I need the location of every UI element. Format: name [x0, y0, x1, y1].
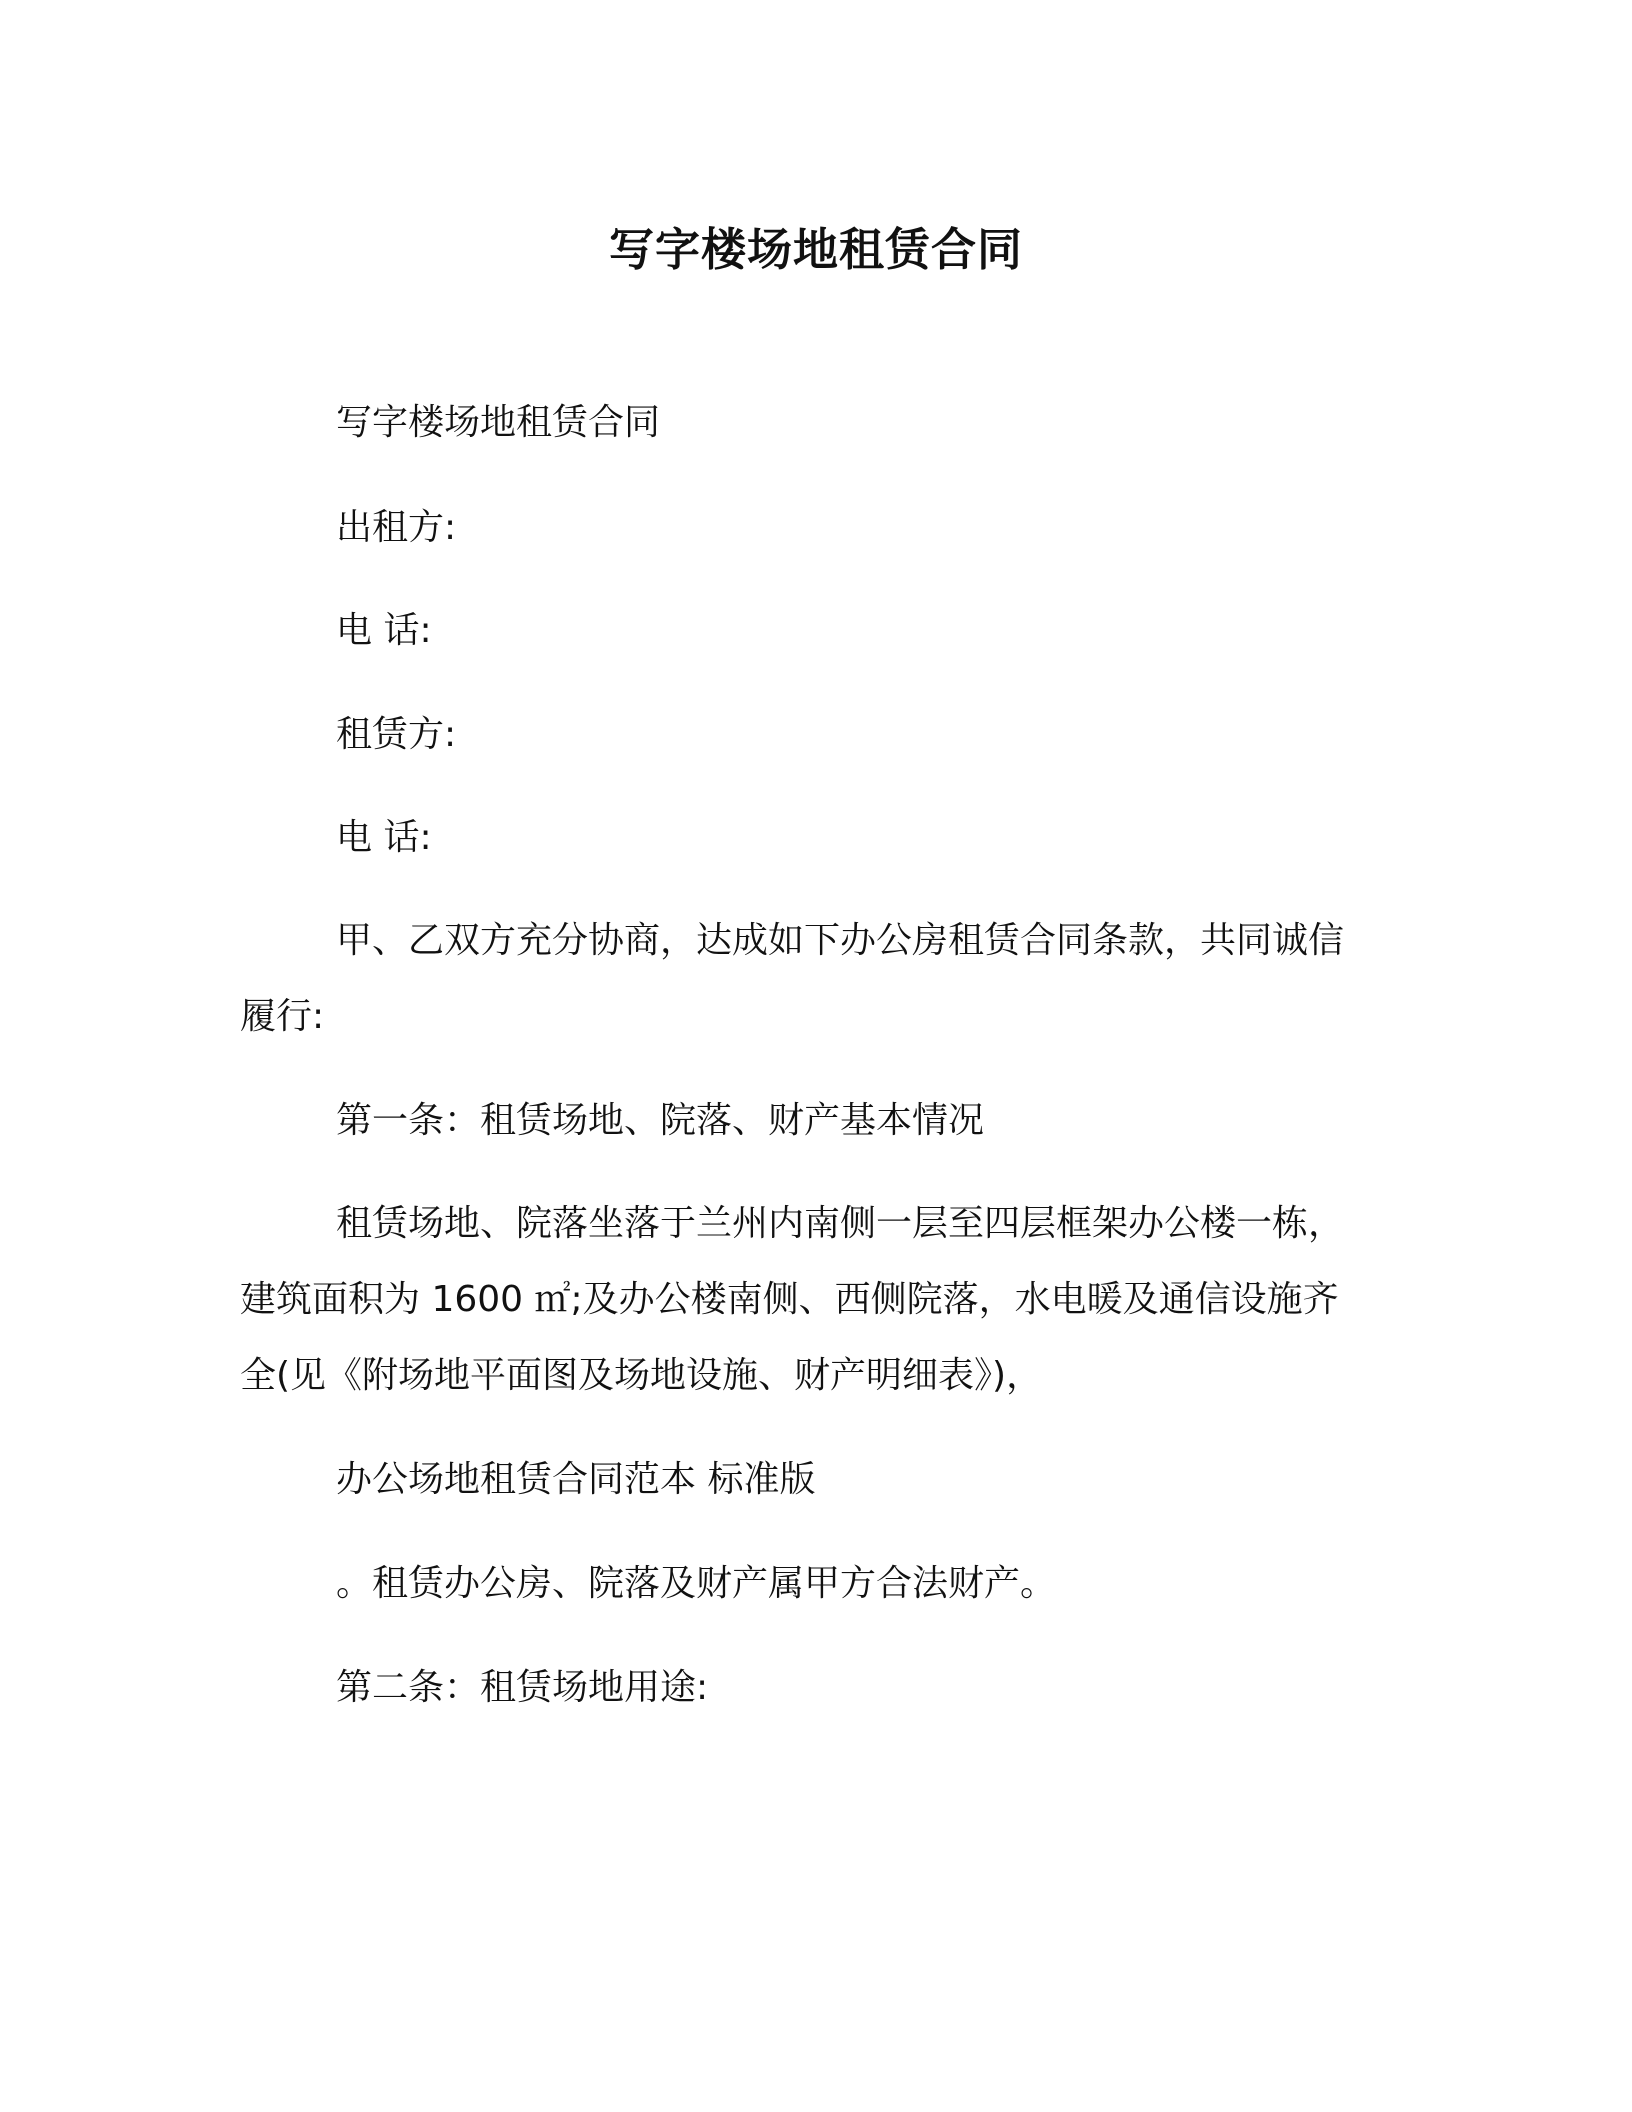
- document-title: 写字楼场地租赁合同: [608, 223, 1023, 276]
- lessor-phone-field: 电 话:: [336, 610, 432, 651]
- article-two-heading: 第二条：租赁场地用途:: [336, 1667, 709, 1708]
- lessee-phone-field: 电 话:: [336, 817, 432, 858]
- premises-paragraph-line-1: 租赁场地、院落坐落于兰州内南侧一层至四层框架办公楼一栋，: [336, 1203, 1345, 1244]
- premises-paragraph-line-2: 建筑面积为 1600 ㎡;及办公楼南侧、西侧院落，水电暖及通信设施齐: [240, 1279, 1339, 1320]
- ownership-line: 。租赁办公房、院落及财产属甲方合法财产。: [336, 1563, 1057, 1604]
- premises-paragraph-line-3: 全(见《附场地平面图及场地设施、财产明细表》)，: [240, 1355, 1043, 1396]
- subtitle-line: 写字楼场地租赁合同: [336, 402, 661, 443]
- lessor-field: 出租方:: [336, 507, 457, 548]
- lessee-field: 租赁方:: [336, 714, 457, 755]
- agreement-paragraph-line-1: 甲、乙双方充分协商，达成如下办公房租赁合同条款，共同诚信: [336, 920, 1345, 961]
- agreement-paragraph-line-2: 履行:: [240, 996, 325, 1037]
- template-name-line: 办公场地租赁合同范本 标准版: [336, 1459, 816, 1500]
- article-one-heading: 第一条：租赁场地、院落、财产基本情况: [336, 1100, 985, 1141]
